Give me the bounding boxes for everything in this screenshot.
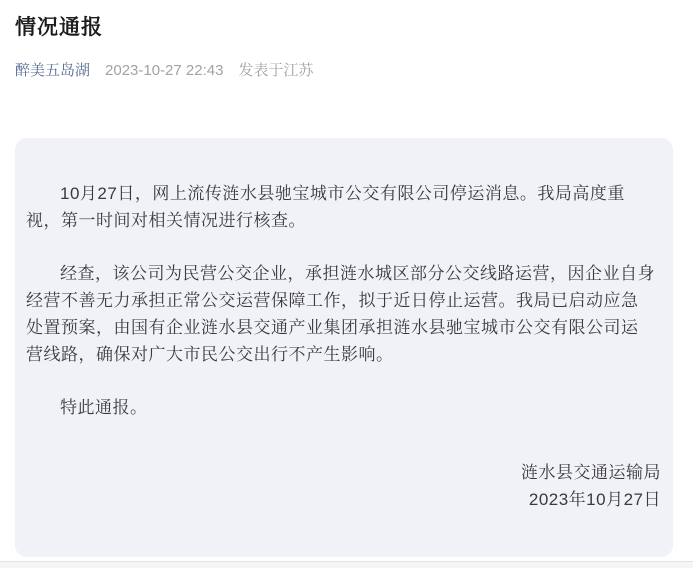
byline — [15, 59, 313, 80]
publish-location: 发表于江苏 — [238, 62, 314, 79]
signature-date: 2023年10月27日 — [528, 490, 661, 509]
notice-paragraph-3 — [26, 394, 661, 421]
notice-paragraph-1 — [26, 180, 661, 234]
account-name-link[interactable]: 醉美五岛湖 — [15, 62, 91, 79]
paragraph-line: 处置预案，由国有企业涟水县交通产业集团承担涟水县驰宝城市公交有限公司运 — [26, 318, 639, 337]
page-bottom-divider — [0, 561, 693, 568]
paragraph-line: 视，第一时间对相关情况进行核查。 — [26, 211, 306, 230]
signature-block — [26, 459, 661, 513]
page-title: 情况通报 — [15, 16, 103, 39]
paragraph-line: 营线路，确保对广大市民公交出行不产生影响。 — [26, 345, 394, 364]
paragraph-line: 经营不善无力承担正常公交运营保障工作，拟于近日停止运营。我局已启动应急 — [26, 291, 639, 310]
paragraph-line: 10月27日，网上流传涟水县驰宝城市公交有限公司停运消息。我局高度重 — [60, 184, 625, 203]
signature-org: 涟水县交通运输局 — [521, 463, 661, 482]
notice-card — [15, 138, 673, 557]
paragraph-line: 经查，该公司为民营公交企业，承担涟水城区部分公交线路运营，因企业自身 — [60, 264, 655, 283]
publish-timestamp: 2023-10-27 22:43 — [105, 62, 224, 79]
paragraph-line: 特此通报。 — [60, 398, 148, 417]
notice-paragraph-2 — [26, 260, 661, 368]
